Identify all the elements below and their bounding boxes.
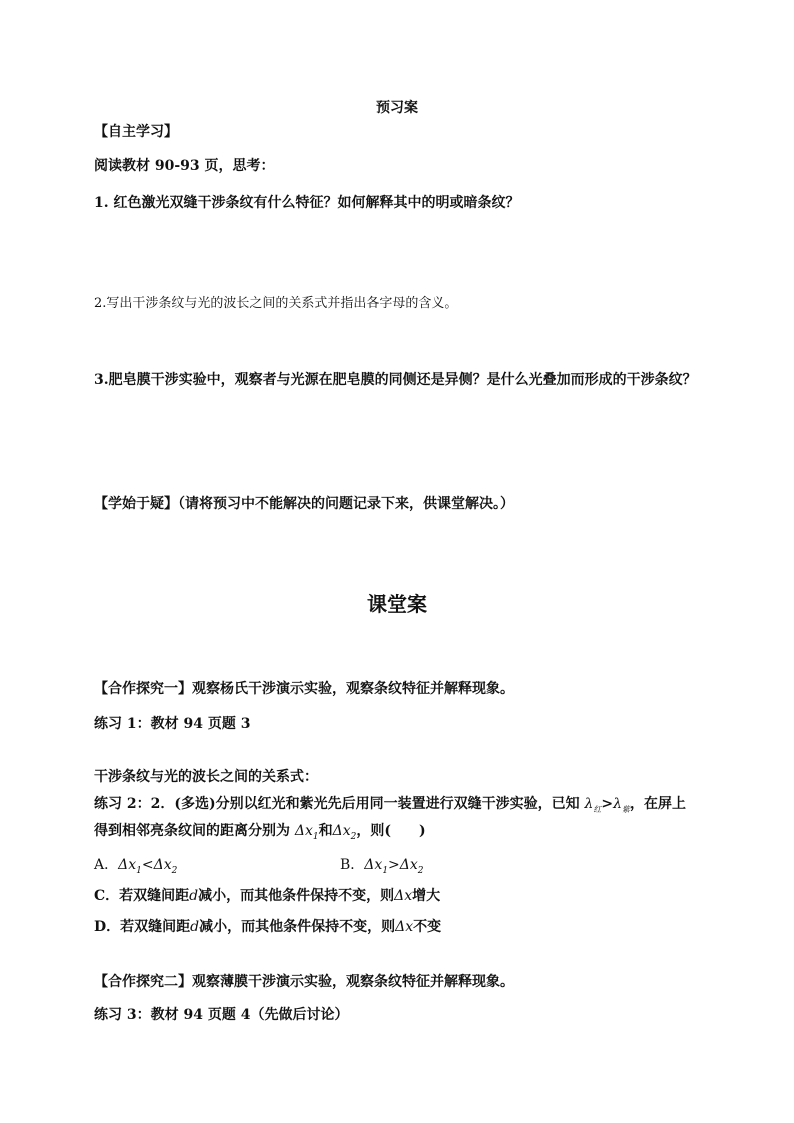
lambda-violet: $\lambda_紫$ bbox=[613, 796, 630, 814]
self-study-heading: 【自主学习】 bbox=[94, 124, 178, 140]
greater-than: > bbox=[601, 796, 614, 812]
exercise-2-text: 练习 2：2．(多选)分别以红光和紫光先后用同一装置进行双缝干涉实验，已知 bbox=[94, 796, 580, 812]
exercise-2-line-1 bbox=[94, 794, 686, 814]
doubt-section: 【学始于疑】（请将预习中不能解决的问题记录下来，供课堂解决。） bbox=[94, 496, 514, 512]
exercise-2-text-2: 得到相邻亮条纹间的距离分别为 bbox=[94, 823, 290, 839]
explore-2: 【合作探究二】观察薄膜干涉演示实验，观察条纹特征并解释现象。 bbox=[94, 974, 514, 990]
delta-x1: $\Delta x_1$ bbox=[294, 823, 319, 842]
reading-instruction: 阅读教材 90-93 页，思考： bbox=[94, 158, 275, 174]
lambda-red: $\lambda_红$ bbox=[584, 796, 602, 814]
classroom-title: 课堂案 bbox=[367, 592, 427, 616]
option-b: B．$\Delta x_1>\Delta x_2$ bbox=[340, 857, 424, 876]
exercise-1: 练习 1：教材 94 页题 3 bbox=[94, 716, 251, 732]
exercise-3: 练习 3：教材 94 页题 4（先做后讨论） bbox=[94, 1007, 349, 1023]
exercise-2-line-2 bbox=[94, 821, 426, 841]
preview-title: 预习案 bbox=[376, 100, 418, 116]
exercise-2-tail-2: ，则( ) bbox=[356, 823, 426, 839]
explore-1: 【合作探究一】观察杨氏干涉演示实验，观察条纹特征并解释现象。 bbox=[94, 681, 514, 697]
question-3: 3.肥皂膜干涉实验中，观察者与光源在肥皂膜的同侧还是异侧？是什么光叠加而形成的干涉条纹？ bbox=[94, 372, 697, 388]
option-a: A．$\Delta x_1<\Delta x_2$ bbox=[94, 857, 178, 876]
question-2: 2.写出干涉条纹与光的波长之间的关系式并指出各字母的含义。 bbox=[94, 296, 458, 311]
relation-prompt: 干涉条纹与光的波长之间的关系式： bbox=[94, 769, 318, 785]
question-1: 1. 红色激光双缝干涉条纹有什么特征？如何解释其中的明或暗条纹？ bbox=[94, 195, 520, 211]
option-c: C．若双缝间距d减小，而其他条件保持不变，则Δx增大 bbox=[94, 888, 441, 904]
option-d: D．若双缝间距d减小，而其他条件保持不变，则Δx不变 bbox=[94, 919, 442, 935]
and-word: 和 bbox=[318, 823, 333, 839]
exercise-2-tail: ，在屏上 bbox=[629, 796, 686, 812]
delta-x2: $\Delta x_2$ bbox=[332, 823, 357, 842]
